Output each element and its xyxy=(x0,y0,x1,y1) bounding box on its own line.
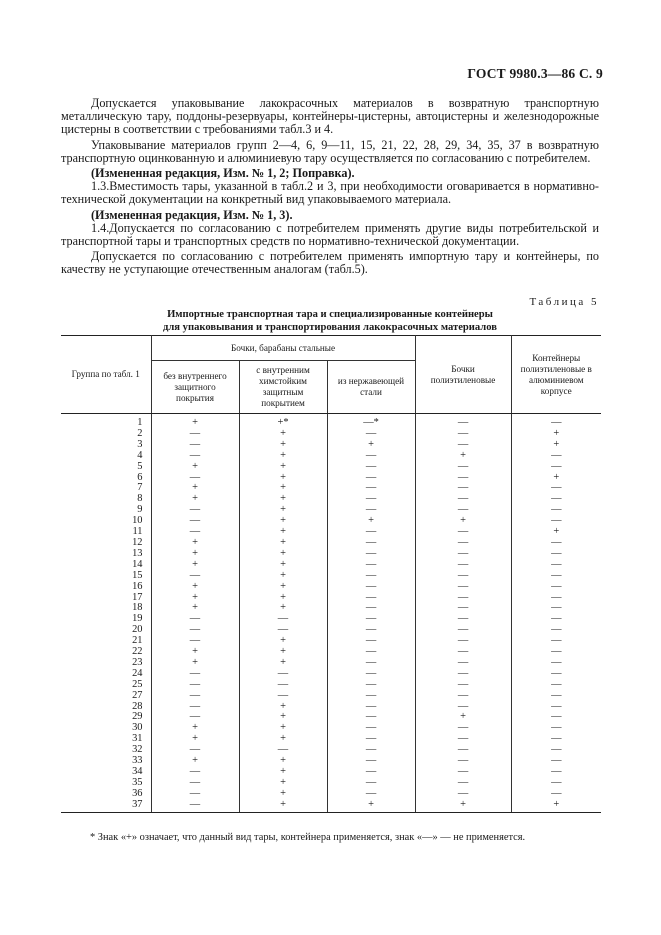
table-cell: — xyxy=(151,505,239,516)
table-cell: — xyxy=(151,767,239,778)
paragraph: Допускается по согласованию с потребителем применять импортную тару и контейнеры, по качеству не уступающие отечественным аналогам (табл.5). xyxy=(61,249,599,277)
table-cell: — xyxy=(415,702,511,713)
footnote: * Знак «+» означает, что данный вид тары, контейнера применяется, знак «—» — не применяется. xyxy=(90,832,526,843)
table-cell: + xyxy=(239,516,327,527)
group-number-cell: 12 xyxy=(61,538,151,549)
table-cell: — xyxy=(511,767,601,778)
table-cell: — xyxy=(151,636,239,647)
table-cell: + xyxy=(239,527,327,538)
table-cell: + xyxy=(239,767,327,778)
table-row xyxy=(61,582,601,593)
table-cell: — xyxy=(327,789,415,800)
table-cell: — xyxy=(511,658,601,669)
group-number-cell: 13 xyxy=(61,549,151,560)
table-cell: — xyxy=(327,658,415,669)
table-cell: — xyxy=(327,505,415,516)
table-cell: — xyxy=(327,593,415,604)
table-cell: — xyxy=(415,625,511,636)
table-row xyxy=(61,414,601,429)
table-cell: — xyxy=(239,625,327,636)
table-cell: — xyxy=(327,538,415,549)
table-cell: — xyxy=(327,582,415,593)
table-cell: + xyxy=(415,800,511,812)
group-number-cell: 4 xyxy=(61,451,151,462)
table-cell: + xyxy=(239,560,327,571)
table-cell: — xyxy=(327,669,415,680)
table-cell: — xyxy=(511,712,601,723)
document-header-code: ГОСТ 9980.3—86 С. 9 xyxy=(467,66,603,81)
group-number-cell: 17 xyxy=(61,593,151,604)
table-cell: — xyxy=(327,429,415,440)
table-cell: — xyxy=(511,414,601,429)
table-cell: — xyxy=(151,473,239,484)
table-cell: + xyxy=(151,647,239,658)
table-cell: — xyxy=(511,603,601,614)
table-row xyxy=(61,451,601,462)
table-cell: — xyxy=(415,756,511,767)
table-cell: — xyxy=(151,571,239,582)
group-number-cell: 23 xyxy=(61,658,151,669)
body-text xyxy=(61,97,599,277)
table-cell: — xyxy=(511,516,601,527)
table-row xyxy=(61,571,601,582)
group-number-cell: 32 xyxy=(61,745,151,756)
table-cell: — xyxy=(511,778,601,789)
table-cell: — xyxy=(511,734,601,745)
paragraph: 1.3.Вместимость тары, указанной в табл.2 и 3, при необходимости оговаривается в нормативно-технической документации на конкретный вид упаковываемого материала. xyxy=(61,179,599,207)
table-cell: — xyxy=(327,734,415,745)
table-cell: + xyxy=(151,414,239,429)
group-number-cell: 14 xyxy=(61,560,151,571)
table-cell: — xyxy=(151,778,239,789)
table-cell: — xyxy=(415,571,511,582)
table-cell: — xyxy=(239,691,327,702)
table-cell: — xyxy=(327,571,415,582)
table-cell: — xyxy=(327,723,415,734)
table-cell: — xyxy=(511,549,601,560)
group-number-cell: 35 xyxy=(61,778,151,789)
table-cell: — xyxy=(327,560,415,571)
table-cell: — xyxy=(415,691,511,702)
table-cell: + xyxy=(151,483,239,494)
table-cell: + xyxy=(151,734,239,745)
table-cell: — xyxy=(327,527,415,538)
table-cell: — xyxy=(511,702,601,713)
group-number-cell: 1 xyxy=(61,414,151,429)
amendment-note: (Измененная редакция, Изм. № 1, 3). xyxy=(91,207,293,222)
table-cell: + xyxy=(239,483,327,494)
table-cell: — xyxy=(327,647,415,658)
table-cell: + xyxy=(239,789,327,800)
amendment-note: (Измененная редакция, Изм. № 1, 2; Поправка). xyxy=(91,166,355,181)
table-cell: + xyxy=(239,778,327,789)
header-steel-barrels: Бочки, барабаны стальные xyxy=(151,336,415,361)
table-cell: — xyxy=(327,483,415,494)
table-cell: + xyxy=(239,582,327,593)
paragraph: 1.4.Допускается по согласованию с потребителем применять другие виды потребительской и транспортной тары и транспортных средств по нормативно-технической документации. xyxy=(61,220,599,249)
group-number-cell: 15 xyxy=(61,571,151,582)
table-cell: +* xyxy=(239,414,327,429)
group-number-cell: 9 xyxy=(61,505,151,516)
table-cell: — xyxy=(415,669,511,680)
group-number-cell: 37 xyxy=(61,800,151,812)
table-cell: — xyxy=(151,429,239,440)
table-cell: — xyxy=(415,658,511,669)
table-cell: — xyxy=(327,473,415,484)
table-cell: + xyxy=(511,527,601,538)
table-cell: — xyxy=(151,516,239,527)
table-cell: — xyxy=(151,691,239,702)
table-cell: — xyxy=(151,614,239,625)
table-cell: + xyxy=(239,658,327,669)
table-cell: — xyxy=(511,505,601,516)
group-number-cell: 24 xyxy=(61,669,151,680)
group-number-cell: 2 xyxy=(61,429,151,440)
group-number-cell: 8 xyxy=(61,494,151,505)
group-number-cell: 30 xyxy=(61,723,151,734)
table-cell: — xyxy=(511,789,601,800)
table-cell: — xyxy=(327,712,415,723)
table-row xyxy=(61,462,601,473)
table-cell: — xyxy=(151,527,239,538)
table-cell: + xyxy=(239,494,327,505)
table-title-line: Импортные транспортная тара и специализированные контейнеры xyxy=(167,309,493,320)
table-cell: + xyxy=(511,800,601,812)
header-chemical-coating: с внутренним химстойким защитным покрытием xyxy=(239,361,327,414)
group-number-cell: 20 xyxy=(61,625,151,636)
table-row xyxy=(61,800,601,812)
table-cell: — xyxy=(239,745,327,756)
table-cell: + xyxy=(327,440,415,451)
table-cell: — xyxy=(151,800,239,812)
table-cell: + xyxy=(151,538,239,549)
table-cell: — xyxy=(415,473,511,484)
table-cell: — xyxy=(327,745,415,756)
table-cell: — xyxy=(327,680,415,691)
group-number-cell: 27 xyxy=(61,691,151,702)
table-cell: — xyxy=(415,614,511,625)
table-cell: + xyxy=(239,451,327,462)
table-cell: — xyxy=(327,451,415,462)
table-cell: + xyxy=(151,603,239,614)
table-cell: + xyxy=(239,571,327,582)
header-containers: Контейнеры полиэтиленовые в алюминиевом корпусе xyxy=(511,336,601,414)
table-cell: + xyxy=(151,582,239,593)
table-cell: — xyxy=(151,745,239,756)
table-cell: — xyxy=(511,614,601,625)
table-cell: + xyxy=(239,462,327,473)
table-cell: + xyxy=(239,473,327,484)
group-number-cell: 22 xyxy=(61,647,151,658)
table-cell: + xyxy=(511,429,601,440)
group-number-cell: 19 xyxy=(61,614,151,625)
table-cell: — xyxy=(511,723,601,734)
table-cell: — xyxy=(415,603,511,614)
table-cell: — xyxy=(511,745,601,756)
group-number-cell: 7 xyxy=(61,483,151,494)
table-cell: — xyxy=(415,680,511,691)
table-body xyxy=(61,414,601,813)
table-cell: — xyxy=(415,429,511,440)
group-number-cell: 33 xyxy=(61,756,151,767)
table-cell: — xyxy=(511,669,601,680)
table-cell: — xyxy=(511,494,601,505)
table-cell: + xyxy=(239,603,327,614)
table-cell: — xyxy=(415,723,511,734)
group-number-cell: 5 xyxy=(61,462,151,473)
table-cell: + xyxy=(327,800,415,812)
table-cell: — xyxy=(151,789,239,800)
table-cell: — xyxy=(415,789,511,800)
table-cell: — xyxy=(511,593,601,604)
paragraph: Допускается упаковывание лакокрасочных материалов в возвратную транспортную металлическую тару, поддоны-резервуары, контейнеры-цистерны, автоцистерны и железнодорожные цистерны в соответствии с требованиями табл.3 и 4. xyxy=(61,96,599,137)
table-cell: + xyxy=(511,473,601,484)
table-cell: + xyxy=(415,451,511,462)
table-cell: — xyxy=(511,538,601,549)
table-cell: — xyxy=(151,712,239,723)
group-number-cell: 34 xyxy=(61,767,151,778)
table-cell: + xyxy=(239,549,327,560)
group-number-cell: 3 xyxy=(61,440,151,451)
table-cell: — xyxy=(511,625,601,636)
group-number-cell: 36 xyxy=(61,789,151,800)
header-poly-barrels: Бочки полиэтиленовые xyxy=(415,336,511,414)
group-number-cell: 18 xyxy=(61,603,151,614)
table-cell: — xyxy=(415,778,511,789)
table-cell: — xyxy=(415,593,511,604)
table-cell: + xyxy=(239,702,327,713)
table-cell: + xyxy=(239,593,327,604)
table-cell: — xyxy=(511,680,601,691)
table-cell: — xyxy=(327,462,415,473)
table-cell: — xyxy=(415,462,511,473)
table-cell: + xyxy=(151,549,239,560)
table-cell: + xyxy=(151,593,239,604)
table-cell: — xyxy=(151,702,239,713)
group-number-cell: 11 xyxy=(61,527,151,538)
table-cell: + xyxy=(151,723,239,734)
table-cell: + xyxy=(511,440,601,451)
group-number-cell: 21 xyxy=(61,636,151,647)
packaging-table xyxy=(61,335,601,813)
table-cell: + xyxy=(239,636,327,647)
table-cell: + xyxy=(415,516,511,527)
table-cell: — xyxy=(415,745,511,756)
table-cell: — xyxy=(511,560,601,571)
table-cell: — xyxy=(239,669,327,680)
table-cell: — xyxy=(151,440,239,451)
table-cell: + xyxy=(239,538,327,549)
group-number-cell: 16 xyxy=(61,582,151,593)
table-cell: + xyxy=(239,712,327,723)
table-cell: + xyxy=(239,800,327,812)
group-number-cell: 10 xyxy=(61,516,151,527)
table-cell: — xyxy=(151,669,239,680)
table-cell: — xyxy=(415,582,511,593)
table-cell: — xyxy=(415,560,511,571)
table-cell: — xyxy=(415,549,511,560)
group-number-cell: 25 xyxy=(61,680,151,691)
table-cell: + xyxy=(327,516,415,527)
table-cell: — xyxy=(327,603,415,614)
table-cell: — xyxy=(151,680,239,691)
table-cell: + xyxy=(239,756,327,767)
table-cell: — xyxy=(239,680,327,691)
header-group: Группа по табл. 1 xyxy=(61,336,151,414)
table-cell: — xyxy=(239,614,327,625)
table-cell: + xyxy=(151,494,239,505)
table-cell: + xyxy=(239,429,327,440)
table-cell: — xyxy=(415,734,511,745)
table-cell: — xyxy=(327,549,415,560)
table-cell: — xyxy=(415,483,511,494)
table-cell: + xyxy=(151,658,239,669)
table-cell: + xyxy=(239,734,327,745)
table-cell: — xyxy=(511,462,601,473)
table-title-line: для упаковывания и транспортирования лакокрасочных материалов xyxy=(162,321,497,333)
table-cell: + xyxy=(239,723,327,734)
table-cell: + xyxy=(415,712,511,723)
table-cell: — xyxy=(415,527,511,538)
table-cell: —* xyxy=(327,414,415,429)
table-cell: + xyxy=(151,560,239,571)
table-cell: + xyxy=(239,647,327,658)
table-cell: — xyxy=(327,778,415,789)
table-cell: — xyxy=(511,691,601,702)
table-cell: — xyxy=(415,538,511,549)
table-cell: — xyxy=(327,625,415,636)
table-cell: — xyxy=(511,571,601,582)
table-title xyxy=(120,309,540,334)
table-cell: — xyxy=(415,636,511,647)
group-number-cell: 31 xyxy=(61,734,151,745)
table-label: Таблица 5 xyxy=(529,296,599,308)
table-cell: — xyxy=(415,767,511,778)
table-cell: — xyxy=(415,505,511,516)
table-cell: — xyxy=(511,756,601,767)
table-cell: — xyxy=(415,647,511,658)
table-cell: + xyxy=(151,756,239,767)
table-cell: — xyxy=(511,582,601,593)
header-no-coating: без внутреннего защитного покрытия xyxy=(151,361,239,414)
table-cell: — xyxy=(327,636,415,647)
table-cell: — xyxy=(511,647,601,658)
table-cell: — xyxy=(327,494,415,505)
table-cell: + xyxy=(239,440,327,451)
table-cell: + xyxy=(239,505,327,516)
table-cell: — xyxy=(327,756,415,767)
header-stainless: из нержавеющей стали xyxy=(327,361,415,414)
table-cell: — xyxy=(327,691,415,702)
group-number-cell: 6 xyxy=(61,473,151,484)
table-cell: + xyxy=(151,462,239,473)
table-cell: — xyxy=(511,451,601,462)
table-cell: — xyxy=(511,483,601,494)
table-cell: — xyxy=(327,614,415,625)
paragraph: Упаковывание материалов групп 2—4, 6, 9—11, 15, 21, 22, 28, 29, 34, 35, 37 в возвратную транспортную оцинкованную и алюминиевую тару осуществляется по согласованию с потребителем. xyxy=(61,137,599,165)
table-cell: — xyxy=(415,414,511,429)
table-cell: — xyxy=(327,702,415,713)
table-cell: — xyxy=(151,451,239,462)
group-number-cell: 28 xyxy=(61,702,151,713)
table-cell: — xyxy=(415,494,511,505)
table-row xyxy=(61,691,601,702)
table-cell: — xyxy=(511,636,601,647)
table-cell: — xyxy=(151,625,239,636)
table-cell: — xyxy=(415,440,511,451)
table-cell: — xyxy=(327,767,415,778)
group-number-cell: 29 xyxy=(61,712,151,723)
